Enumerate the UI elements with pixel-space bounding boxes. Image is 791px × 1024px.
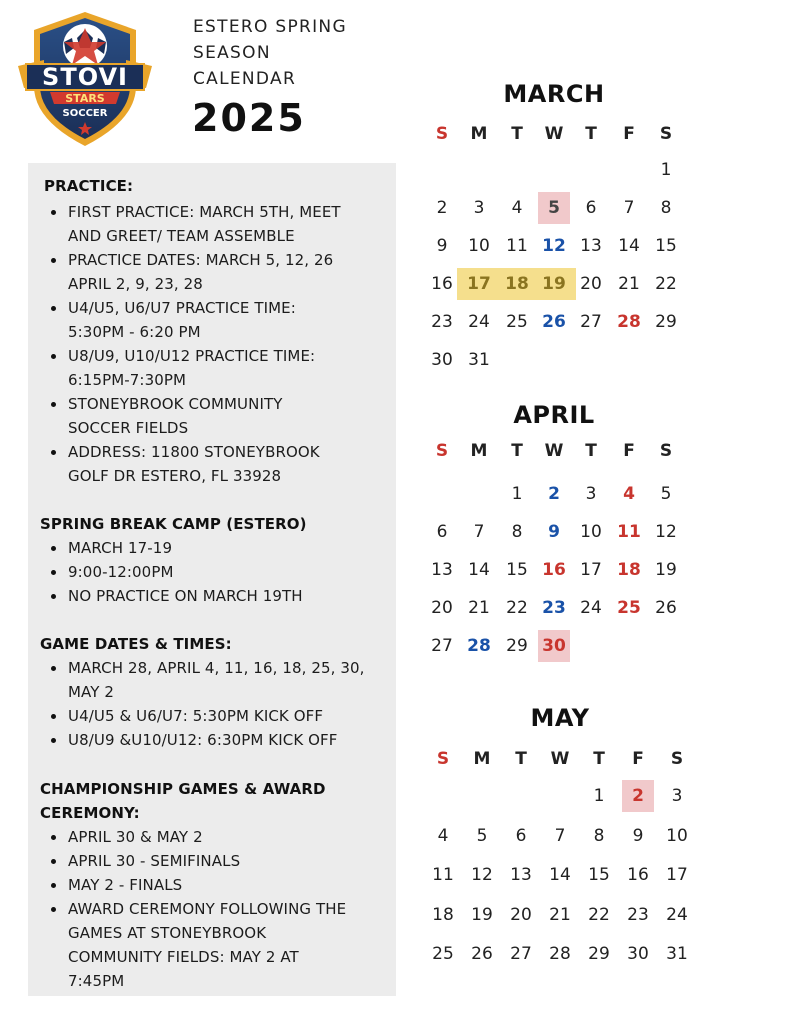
calendar-day: 21: [549, 904, 571, 925]
calendar-day: 24: [580, 598, 602, 618]
calendar-day: 22: [655, 274, 677, 294]
calendar-day: 16: [542, 560, 566, 580]
calendar-day: 26: [542, 312, 566, 332]
month-title-april: APRIL: [513, 401, 595, 429]
weekday-header: T: [585, 441, 597, 461]
calendar-day: 13: [580, 236, 602, 256]
calendar-day: 11: [506, 236, 528, 256]
calendar-day: 13: [510, 865, 532, 885]
practice-item: [68, 344, 388, 392]
practice-item-line: PRACTICE DATES: MARCH 5, 12, 26: [68, 251, 334, 269]
calendar-day: 5: [476, 825, 488, 846]
calendar-day: 6: [585, 198, 597, 218]
weekday-header: S: [659, 124, 673, 144]
games-item: [68, 704, 388, 728]
calendar-day: 25: [506, 312, 528, 332]
calendar-day: 12: [471, 865, 493, 885]
calendar-day: 30: [538, 630, 570, 662]
camp-item: [68, 560, 388, 584]
title-year: 2025: [192, 96, 306, 140]
weekday-header: S: [435, 441, 449, 461]
calendar-day: 9: [436, 236, 448, 256]
calendar-day: 18: [617, 560, 641, 580]
calendar-day: 14: [468, 560, 490, 580]
camp-item-line: 9:00-12:00PM: [68, 563, 174, 581]
calendar-day: 26: [471, 944, 493, 964]
calendar-day: 27: [580, 312, 602, 332]
calendar-day: 6: [515, 825, 527, 846]
weekday-header: F: [632, 749, 644, 769]
calendar-day: 30: [431, 350, 453, 370]
calendar-day: 9: [632, 825, 644, 846]
games-item-line: U4/U5 & U6/U7: 5:30PM KICK OFF: [68, 707, 324, 725]
calendar-day: 23: [627, 904, 649, 925]
calendar-day: 19: [655, 560, 677, 580]
practice-item-line: AND GREET/ TEAM ASSEMBLE: [68, 227, 295, 245]
calendar-day: 20: [510, 904, 532, 925]
calendar-day: 15: [588, 865, 610, 885]
calendar-day: 3: [671, 786, 683, 806]
championship-item: [68, 897, 388, 993]
weekday-header: S: [670, 749, 684, 769]
calendar-day: 7: [554, 825, 566, 846]
weekday-header: M: [470, 124, 488, 144]
practice-item-line: ADDRESS: 11800 STONEYBROOK: [68, 443, 320, 461]
calendar-day: 23: [431, 312, 453, 332]
championship-item-line: 7:45PM: [68, 972, 125, 990]
calendar-day: 25: [432, 944, 454, 964]
calendar-title: [193, 14, 393, 92]
weekday-header: S: [435, 124, 449, 144]
calendar-day: 28: [549, 944, 571, 964]
calendar-day: 16: [627, 865, 649, 885]
calendar-day: 3: [585, 484, 597, 504]
calendar-day: 20: [580, 274, 602, 294]
practice-item: [68, 296, 388, 344]
championship-item-line: APRIL 30 & MAY 2: [68, 828, 203, 846]
weekday-header: T: [511, 441, 523, 461]
practice-item-line: SOCCER FIELDS: [68, 419, 189, 437]
calendar-day: 11: [617, 522, 641, 542]
stovi-stars-soccer-logo: [14, 8, 156, 150]
calendar-day: 8: [593, 825, 605, 846]
calendar-day: 10: [666, 825, 688, 846]
calendar-day: 18: [505, 274, 529, 294]
calendar-day: 20: [431, 598, 453, 618]
title-line-3: CALENDAR: [193, 69, 297, 89]
championship-item-line: GAMES AT STONEYBROOK: [68, 924, 267, 942]
calendar-day: 17: [666, 865, 688, 885]
weekday-header: S: [436, 749, 450, 769]
calendar-day: 29: [588, 944, 610, 964]
calendar-day: 22: [506, 598, 528, 618]
title-line-2: SEASON: [193, 43, 271, 63]
championship-title-line-1: CHAMPIONSHIP GAMES & AWARD: [40, 780, 326, 798]
calendar-day: 25: [617, 598, 641, 618]
calendar-day: 19: [542, 274, 566, 294]
practice-item: [68, 248, 388, 296]
practice-item-line: 6:15PM-7:30PM: [68, 371, 187, 389]
calendar-day: 12: [655, 522, 677, 542]
weekday-header: F: [623, 124, 635, 144]
calendar-day: 2: [436, 198, 448, 218]
calendar-day: 19: [471, 904, 493, 925]
weekday-header: T: [515, 749, 527, 769]
championship-title-line-2: CEREMONY:: [40, 804, 140, 822]
calendar-day: 12: [542, 236, 566, 256]
calendar-day: 29: [506, 636, 528, 656]
practice-item-line: FIRST PRACTICE: MARCH 5TH, MEET: [68, 203, 341, 221]
calendar-day: 28: [617, 312, 641, 332]
calendar-day: 24: [468, 312, 490, 332]
calendar-day: 23: [542, 598, 566, 618]
camp-item-line: MARCH 17-19: [68, 539, 173, 557]
calendar-day: 1: [593, 786, 605, 806]
month-title-march: MARCH: [503, 80, 605, 108]
calendar-day: 14: [618, 236, 640, 256]
practice-title: PRACTICE:: [44, 177, 134, 195]
weekday-header: W: [544, 441, 564, 461]
calendar-day: 10: [580, 522, 602, 542]
camp-title: SPRING BREAK CAMP (ESTERO): [40, 515, 307, 533]
weekday-header: F: [623, 441, 635, 461]
practice-item: [68, 200, 388, 248]
practice-item: [68, 392, 388, 440]
calendar-day: 31: [468, 350, 490, 370]
championship-item-line: MAY 2 - FINALS: [68, 876, 183, 894]
games-item: [68, 728, 388, 752]
games-item-line: U8/U9 &U10/U12: 6:30PM KICK OFF: [68, 731, 338, 749]
games-item-line: MARCH 28, APRIL 4, 11, 16, 18, 25, 30,: [68, 659, 365, 677]
practice-item-line: U8/U9, U10/U12 PRACTICE TIME:: [68, 347, 316, 365]
practice-item-line: 5:30PM - 6:20 PM: [68, 323, 201, 341]
calendar-day: 17: [467, 274, 491, 294]
calendar-day: 21: [618, 274, 640, 294]
championship-item-line: APRIL 30 - SEMIFINALS: [68, 852, 241, 870]
games-item-line: MAY 2: [68, 683, 115, 701]
weekday-header: T: [511, 124, 523, 144]
camp-item: [68, 584, 388, 608]
calendar-day: 22: [588, 904, 610, 925]
championship-item: [68, 873, 388, 897]
calendar-day: 27: [510, 944, 532, 964]
calendar-day: 13: [431, 560, 453, 580]
calendar-day: 14: [549, 865, 571, 885]
games-title: GAME DATES & TIMES:: [40, 635, 232, 653]
month-title-may: MAY: [530, 704, 590, 732]
calendar-day: 15: [655, 236, 677, 256]
calendar-day: 24: [666, 904, 688, 925]
calendar-day: 4: [511, 198, 523, 218]
practice-item-line: GOLF DR ESTERO, FL 33928: [68, 467, 282, 485]
calendar-day: 5: [660, 484, 672, 504]
weekday-header: M: [473, 749, 491, 769]
calendar-day: 4: [437, 825, 449, 846]
calendar-day: 29: [655, 312, 677, 332]
camp-item: [68, 536, 388, 560]
calendar-day: 16: [431, 274, 453, 294]
calendar-day: 11: [432, 865, 454, 885]
calendar-day: 17: [580, 560, 602, 580]
calendar-day: 18: [432, 904, 454, 925]
calendar-day: 1: [511, 484, 523, 504]
weekday-header: T: [585, 124, 597, 144]
weekday-header: W: [550, 749, 570, 769]
calendar-day: 27: [431, 636, 453, 656]
calendar-day: 7: [623, 198, 635, 218]
practice-item: [68, 440, 388, 488]
logo-ribbon-text: STARS: [65, 92, 105, 105]
title-line-1: ESTERO SPRING: [193, 17, 347, 37]
logo-main-text: STOVI: [42, 63, 128, 91]
calendar-day: 31: [666, 944, 688, 964]
camp-item-line: NO PRACTICE ON MARCH 19TH: [68, 587, 303, 605]
calendar-day: 26: [655, 598, 677, 618]
weekday-header: T: [593, 749, 605, 769]
weekday-header: W: [544, 124, 564, 144]
calendar-day: 7: [473, 522, 485, 542]
calendar-day: 2: [622, 780, 654, 812]
championship-item-line: AWARD CEREMONY FOLLOWING THE: [68, 900, 347, 918]
calendar-day: 3: [473, 198, 485, 218]
calendar-day: 28: [467, 636, 491, 656]
practice-item-line: APRIL 2, 9, 23, 28: [68, 275, 203, 293]
calendar-day: 10: [468, 236, 490, 256]
calendar-day: 9: [548, 522, 560, 542]
calendar-day: 30: [627, 944, 649, 964]
championship-item-line: COMMUNITY FIELDS: MAY 2 AT: [68, 948, 299, 966]
calendar-day: 15: [506, 560, 528, 580]
calendar-day: 6: [436, 522, 448, 542]
weekday-header: S: [659, 441, 673, 461]
calendar-day: 4: [623, 484, 635, 504]
calendar-day: 8: [511, 522, 523, 542]
calendar-day: 5: [538, 192, 570, 224]
calendar-day: 1: [660, 160, 672, 180]
championship-item: [68, 849, 388, 873]
weekday-header: M: [470, 441, 488, 461]
practice-item-line: STONEYBROOK COMMUNITY: [68, 395, 283, 413]
championship-item: [68, 825, 388, 849]
logo-sub-text: SOCCER: [62, 108, 108, 119]
games-item: [68, 656, 388, 704]
calendar-day: 8: [660, 198, 672, 218]
calendar-day: 2: [548, 484, 560, 504]
calendar-day: 21: [468, 598, 490, 618]
practice-item-line: U4/U5, U6/U7 PRACTICE TIME:: [68, 299, 296, 317]
